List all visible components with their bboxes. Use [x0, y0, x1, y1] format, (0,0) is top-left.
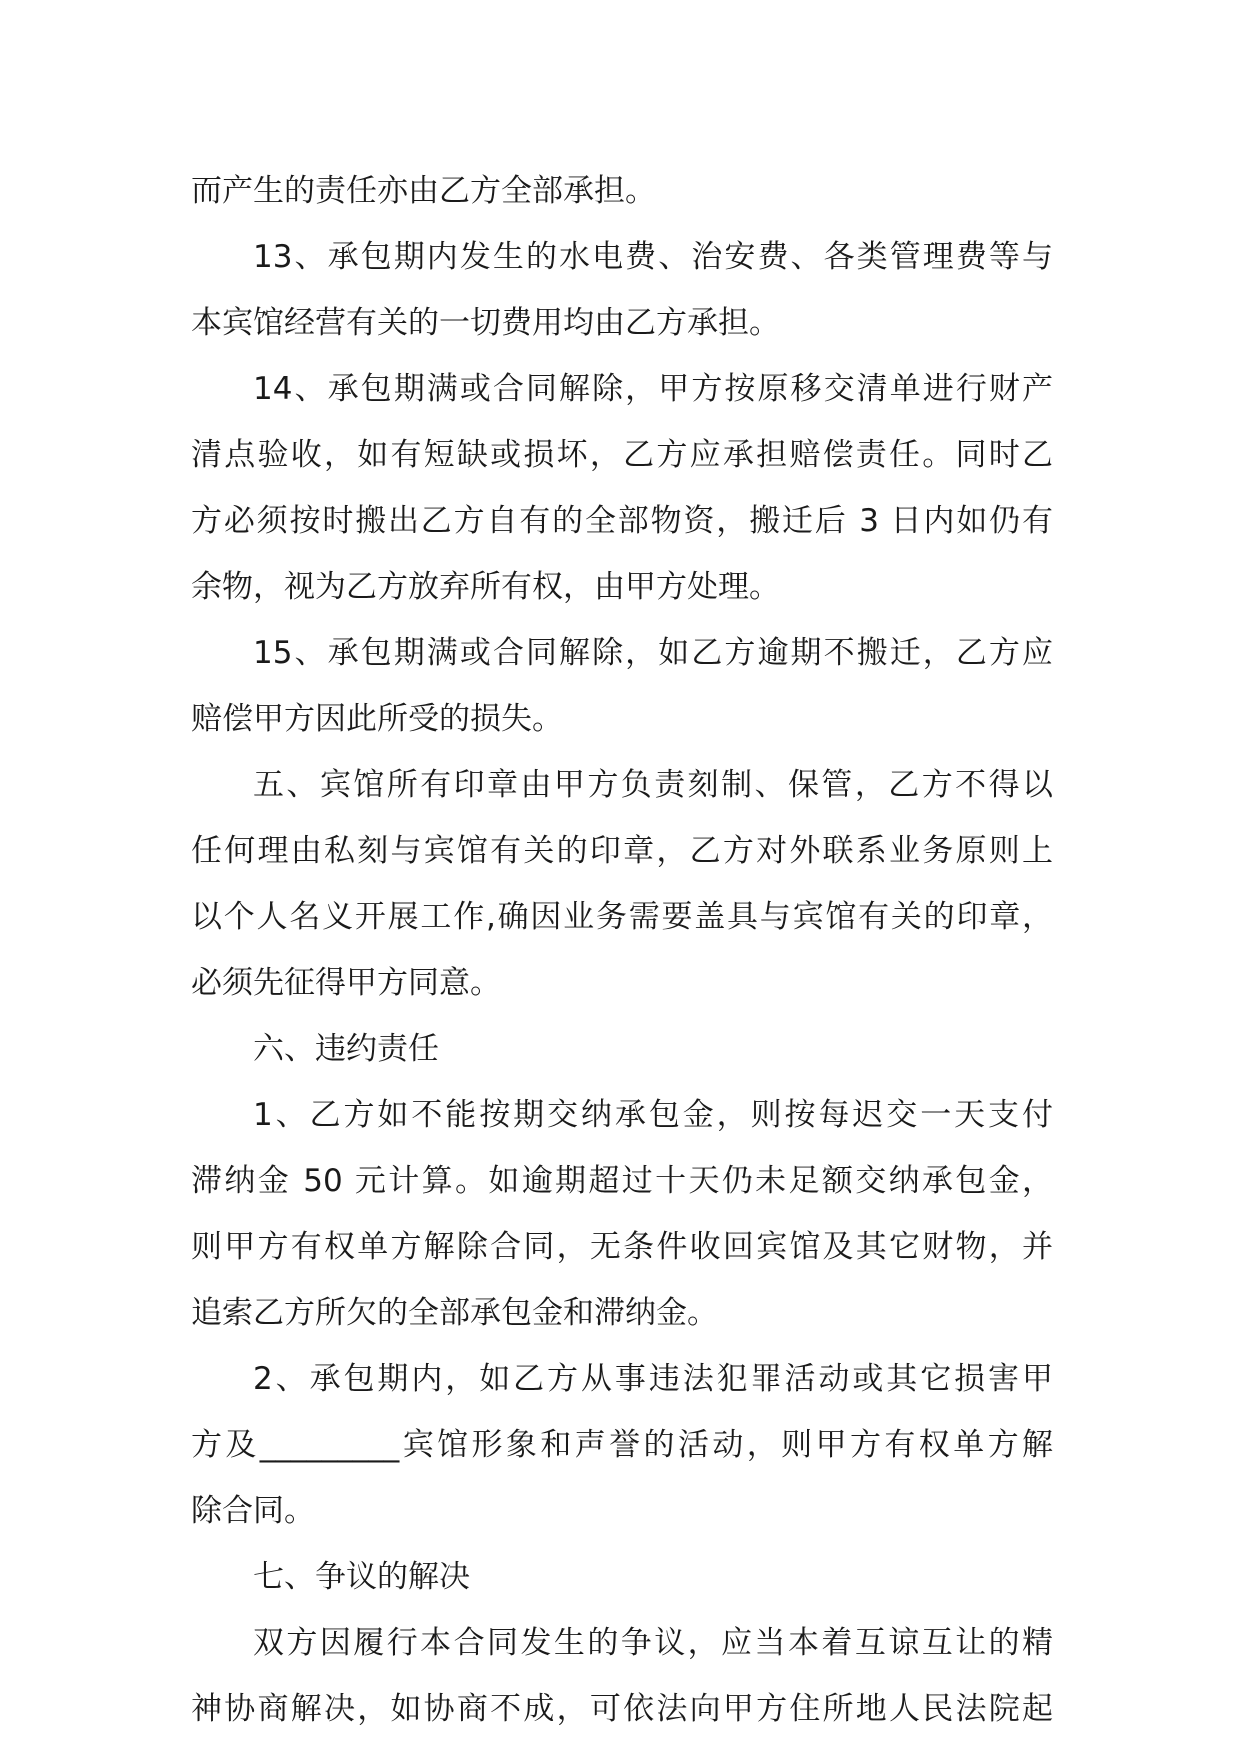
text-line: 除合同。 — [191, 1493, 315, 1529]
text-line: 任何理由私刻与宾馆有关的印章，乙方对外联系业务原则上 — [191, 833, 1053, 869]
section-7-line-1: 双方因履行本合同发生的争议，应当本着互谅互让的精 — [253, 1625, 1053, 1661]
text-line: 本宾馆经营有关的一切费用均由乙方承担。 — [191, 305, 780, 341]
text-line: 清点验收，如有短缺或损坏，乙方应承担赔偿责任。同时乙 — [191, 437, 1053, 473]
text-line: 必须先征得甲方同意。 — [191, 965, 501, 1001]
clause-14-line-1: 14、承包期满或合同解除，甲方按原移交清单进行财产 — [253, 371, 1053, 407]
text-line: 而产生的责任亦由乙方全部承担。 — [191, 173, 656, 209]
text-line: 神协商解决，如协商不成，可依法向甲方住所地人民法院起 — [191, 1691, 1053, 1727]
text-line: 则甲方有权单方解除合同，无条件收回宾馆及其它财物，并 — [191, 1229, 1053, 1265]
text-line: 方及_________宾馆形象和声誉的活动，则甲方有权单方解 — [191, 1427, 1053, 1463]
text-line: 滞纳金 50 元计算。如逾期超过十天仍未足额交纳承包金， — [191, 1163, 1053, 1199]
contract-text — [191, 158, 1053, 1742]
section-6-heading: 六、违约责任 — [253, 1031, 439, 1067]
text-line: 以个人名义开展工作,确因业务需要盖具与宾馆有关的印章， — [191, 899, 1053, 935]
clause-6-2-line-1: 2、承包期内，如乙方从事违法犯罪活动或其它损害甲 — [253, 1361, 1053, 1397]
section-7-heading: 七、争议的解决 — [253, 1559, 470, 1595]
text-line: 追索乙方所欠的全部承包金和滞纳金。 — [191, 1295, 718, 1331]
section-5-line-1: 五、宾馆所有印章由甲方负责刻制、保管，乙方不得以 — [253, 767, 1053, 803]
text-line: 方必须按时搬出乙方自有的全部物资，搬迁后 3 日内如仍有 — [191, 503, 1053, 539]
clause-6-1-line-1: 1、乙方如不能按期交纳承包金，则按每迟交一天支付 — [253, 1097, 1053, 1133]
text-line: 赔偿甲方因此所受的损失。 — [191, 701, 563, 737]
clause-13-line-1: 13、承包期内发生的水电费、治安费、各类管理费等与 — [253, 239, 1053, 275]
text-line: 余物，视为乙方放弃所有权，由甲方处理。 — [191, 569, 780, 605]
clause-15-line-1: 15、承包期满或合同解除，如乙方逾期不搬迁，乙方应 — [253, 635, 1053, 671]
